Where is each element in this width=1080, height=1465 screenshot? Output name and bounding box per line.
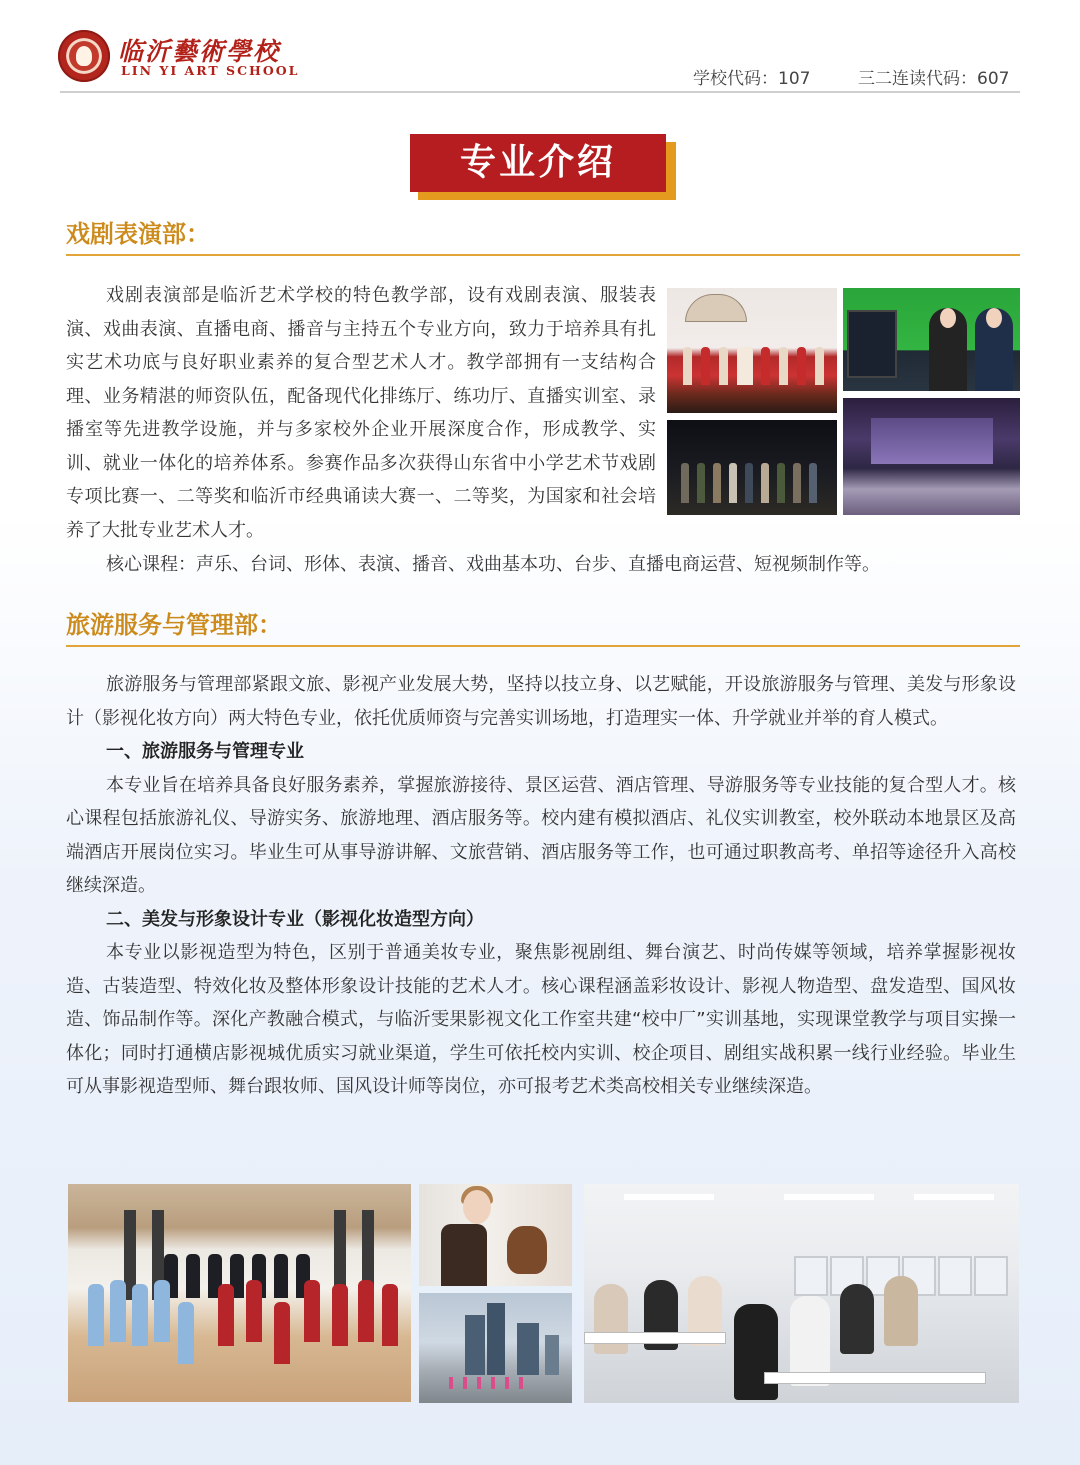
hair-design-major-title: 二、美发与形象设计专业（影视化妆造型方向） [106, 908, 484, 930]
tourism-intro: 旅游服务与管理部紧跟文旅、影视产业发展大势，坚持以技立身、以艺赋能，开设旅游服务与管理、美发与形象设计（影视化妆方向）两大特色专业，依托优质师资与完善实训场地，打造理实一体、升学就业并举的育人模式。 [66, 674, 1016, 729]
tourism-major-body: 本专业旨在培养具备良好服务素养，掌握旅游接待、景区运营、酒店管理、导游服务等专业技能的复合型人才。核心课程包括旅游礼仪、导游实务、旅游地理、酒店服务等。校内建有模拟酒店、礼仪实训教室，校外联动本地景区及高端酒店开展岗位实习。毕业生可从事导游讲解、文旅营销、酒店服务等工作，也可通过职教高考、单招等途径升入高校继续深造。 [66, 774, 1016, 896]
page-title: 专业介绍 [410, 134, 666, 192]
school-name-cn: 临沂藝術學校 [118, 37, 281, 66]
livestream-studio-photo [843, 288, 1020, 391]
drama-core-courses-block [66, 548, 1020, 582]
school-code: 学校代码：107 [693, 69, 811, 89]
award-ceremony-photo [843, 398, 1020, 515]
tourism-major-title: 一、旅游服务与管理专业 [106, 741, 304, 762]
school-logo-seal [58, 30, 110, 82]
drama-description [66, 279, 656, 547]
drama-core-courses: 核心课程：声乐、台词、形体、表演、播音、戏曲基本功、台步、直播电商运营、短视频制作等。 [106, 554, 880, 575]
city-outdoor-activity-photo [419, 1293, 572, 1403]
section-heading-drama: 戏剧表演部： [66, 219, 210, 248]
school-name-en: LIN YI ART SCHOOL [121, 63, 300, 78]
makeup-classroom-photo [584, 1184, 1019, 1403]
section-heading-tourism: 旅游服务与管理部： [66, 610, 282, 639]
opera-stage-photo [667, 288, 837, 413]
section-divider-tourism [66, 645, 1020, 647]
section-divider-drama [66, 254, 1020, 256]
drama-performance-photo [667, 420, 837, 515]
tourism-students-group-photo [68, 1184, 411, 1402]
header-divider [60, 91, 1020, 93]
joint-program-code: 三二连读代码：607 [858, 69, 1010, 89]
tourism-description [66, 668, 1016, 1104]
hairstyling-class-photo [419, 1184, 572, 1286]
drama-body: 戏剧表演部是临沂艺术学校的特色教学部，设有戏剧表演、服装表演、戏曲表演、直播电商、播音与主持五个专业方向，致力于培养具有扎实艺术功底与良好职业素养的复合型艺术人才。教学部拥有一支结构合理、业务精湛的师资队伍，配备现代化排练厅、练功厅、直播实训室、录播室等先进教学设施，并与多家校外企业开展深度合作，形成教学、实训、就业一体化的培养体系。参赛作品多次获得山东省中小学艺术节戏剧专项比赛一、二等奖和临沂市经典诵读大赛一、二等奖，为国家和社会培养了大批专业艺术人才。 [66, 285, 656, 541]
hair-design-major-body: 本专业以影视造型为特色，区别于普通美妆专业，聚焦影视剧组、舞台演艺、时尚传媒等领域，培养掌握影视妆造、古装造型、特效化妆及整体形象设计技能的艺术人才。核心课程涵盖彩妆设计、影视人物造型、盘发造型、国风妆造、饰品制作等。深化产教融合模式，与临沂雯果影视文化工作室共建“校中厂”实训基地，实现课堂教学与项目实操一体化；同时打通横店影视城优质实习就业渠道，学生可依托校内实训、校企项目、剧组实战积累一线行业经验。毕业生可从事影视造型师、舞台跟妆师、国风设计师等岗位，亦可报考艺术类高校相关专业继续深造。 [66, 942, 1016, 1097]
